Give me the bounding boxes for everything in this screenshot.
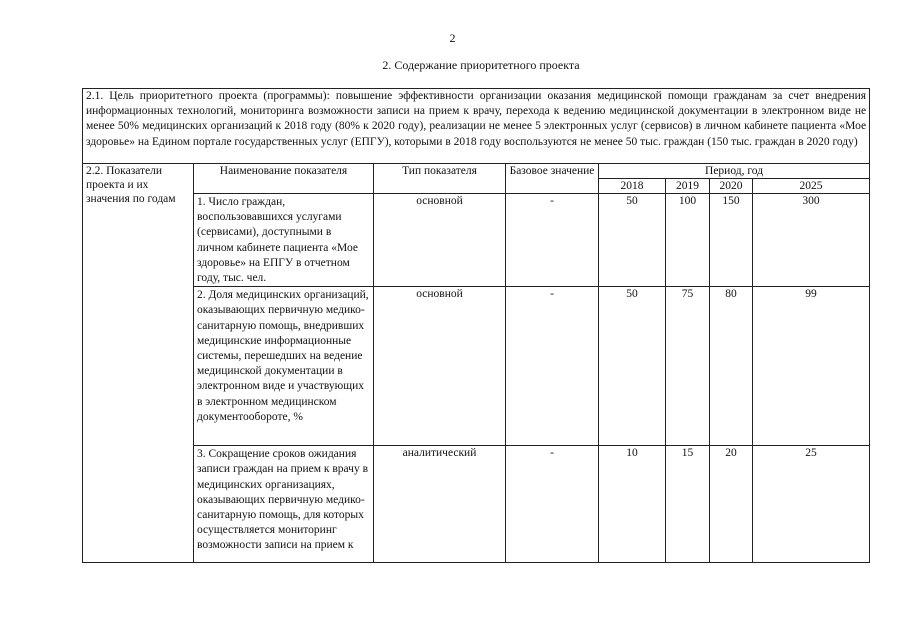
indicator-type: основной bbox=[374, 287, 506, 446]
indicator-value-2018: 10 bbox=[599, 446, 666, 563]
indicator-value-2019: 100 bbox=[666, 194, 710, 287]
goal-row bbox=[83, 89, 870, 164]
header-year-2025: 2025 bbox=[753, 179, 870, 194]
indicator-value-2025: 300 bbox=[753, 194, 870, 287]
indicator-value-2018: 50 bbox=[599, 287, 666, 446]
project-content-table bbox=[82, 88, 870, 563]
indicator-base-value: - bbox=[506, 194, 599, 287]
indicator-value-2025: 25 bbox=[753, 446, 870, 563]
indicator-base-value: - bbox=[506, 287, 599, 446]
indicator-value-2020: 80 bbox=[710, 287, 753, 446]
table-row bbox=[83, 287, 870, 446]
project-goal-text: 2.1. Цель приоритетного проекта (программы): повышение эффективности организации оказания медицинской помощи гражданам за счет внедрения информационных технологий, мониторинга возможности записи на прием к врачу, перехода к ведению медицинской документации в электронном виде не менее 50% медицинских организаций к 2018 году (80% к 2020 году), реализации не менее 5 электронных услуг (сервисов) в личном кабинете пациента «Мое здоровье» на Едином портале государственных услуг (ЕПГУ), которыми в 2018 году воспользуются не менее 50 тыс. граждан (150 тыс. граждан в 2020 году) bbox=[83, 89, 870, 164]
header-year-2018: 2018 bbox=[599, 179, 666, 194]
indicator-name: 1. Число граждан, воспользовавшихся услугами (сервисами), доступными в личном кабинете пациента «Мое здоровье» на ЕПГУ в отчетном году, тыс. чел. bbox=[194, 194, 374, 287]
header-indicator-name: Наименование показателя bbox=[194, 164, 374, 194]
indicator-value-2020: 20 bbox=[710, 446, 753, 563]
indicator-type: аналитический bbox=[374, 446, 506, 563]
header-period: Период, год bbox=[599, 164, 870, 179]
indicator-base-value: - bbox=[506, 446, 599, 563]
indicator-value-2019: 75 bbox=[666, 287, 710, 446]
indicator-value-2018: 50 bbox=[599, 194, 666, 287]
table-row bbox=[83, 446, 870, 563]
page-number: 2 bbox=[449, 31, 456, 45]
indicator-type: основной bbox=[374, 194, 506, 287]
header-year-2019: 2019 bbox=[666, 179, 710, 194]
indicator-value-2020: 150 bbox=[710, 194, 753, 287]
header-row bbox=[83, 164, 870, 179]
indicator-value-2025: 99 bbox=[753, 287, 870, 446]
header-year-2020: 2020 bbox=[710, 179, 753, 194]
indicator-value-2019: 15 bbox=[666, 446, 710, 563]
header-indicator-type: Тип показателя bbox=[374, 164, 506, 194]
header-base-value: Базовое значение bbox=[506, 164, 599, 194]
section-title: 2. Содержание приоритетного проекта bbox=[382, 58, 580, 72]
indicators-side-label: 2.2. Показатели проекта и их значения по годам bbox=[83, 164, 194, 563]
indicator-name: 2. Доля медицинских организаций, оказывающих первичную медико-санитарную помощь, внедривших медицинские информационные системы, перешедших на ведение медицинской документации в электронном виде и участвующих в электронном медицинском документообороте, % bbox=[194, 287, 374, 446]
table-row bbox=[83, 194, 870, 287]
indicator-name: 3. Сокращение сроков ожидания записи граждан на прием к врачу в медицинских организациях, оказывающих первичную медико-санитарную помощь, для которых осуществляется мониторинг возможности записи на прием к bbox=[194, 446, 374, 563]
